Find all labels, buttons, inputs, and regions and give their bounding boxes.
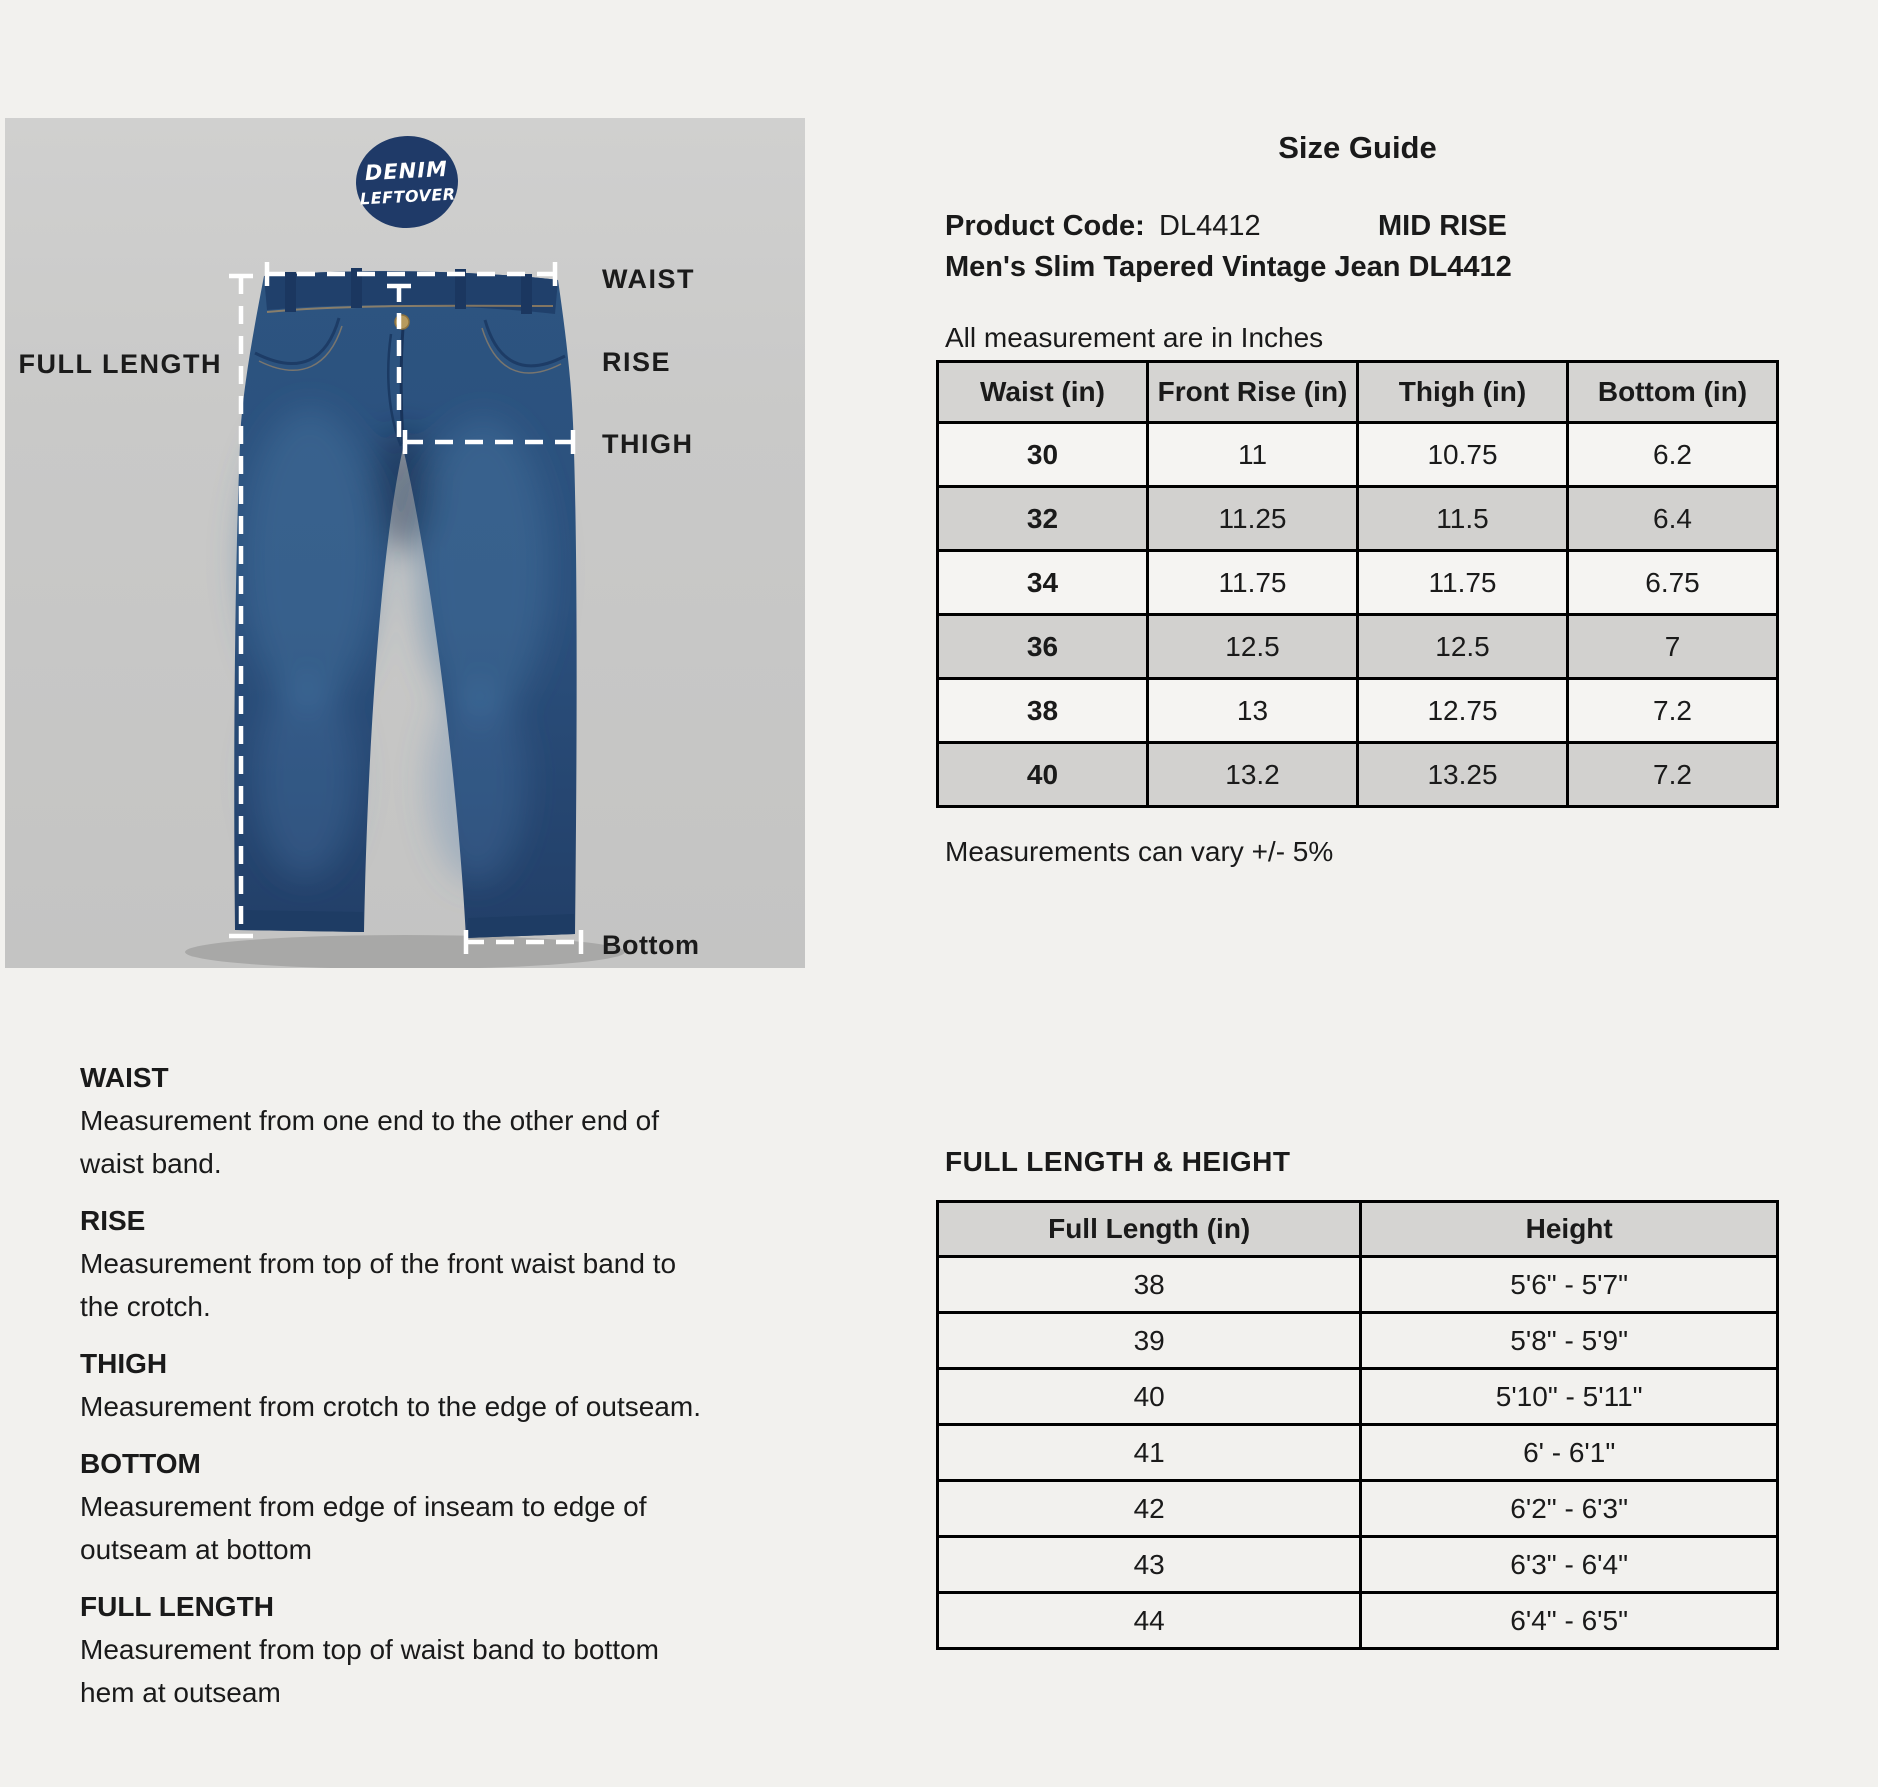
thigh-label: THIGH <box>602 429 694 459</box>
cell-height: 6'4" - 6'5" <box>1361 1593 1778 1649</box>
cell-thigh: 12.5 <box>1358 615 1568 679</box>
cell-thigh: 11.5 <box>1358 487 1568 551</box>
logo-text-line2: LEFTOVER <box>359 184 457 209</box>
height-row-41 <box>938 1425 1778 1481</box>
full-length-label: FULL LENGTH <box>18 349 222 379</box>
col-header-thigh: Thigh (in) <box>1358 362 1568 423</box>
size-row-38 <box>938 679 1778 743</box>
cell-waist: 36 <box>938 615 1148 679</box>
definition-term: RISE <box>80 1205 146 1236</box>
cell-thigh: 11.75 <box>1358 551 1568 615</box>
cell-front-rise: 11.25 <box>1148 487 1358 551</box>
col-header-bottom: Bottom (in) <box>1568 362 1778 423</box>
cell-waist: 34 <box>938 551 1148 615</box>
cell-bottom: 6.75 <box>1568 551 1778 615</box>
height-row-39 <box>938 1313 1778 1369</box>
cell-thigh: 12.75 <box>1358 679 1568 743</box>
cell-full-length: 44 <box>938 1593 1361 1649</box>
size-row-40 <box>938 743 1778 807</box>
cell-full-length: 39 <box>938 1313 1361 1369</box>
cell-thigh: 13.25 <box>1358 743 1568 807</box>
size-row-34 <box>938 551 1778 615</box>
cell-waist: 38 <box>938 679 1148 743</box>
hem-left <box>235 910 364 932</box>
waist-label: WAIST <box>602 264 695 294</box>
cell-waist: 32 <box>938 487 1148 551</box>
cell-front-rise: 12.5 <box>1148 615 1358 679</box>
cell-bottom: 6.4 <box>1568 487 1778 551</box>
size-row-36 <box>938 615 1778 679</box>
definition-line: hem at outseam <box>80 1677 281 1708</box>
units-note: All measurement are in Inches <box>945 322 1324 353</box>
size-row-32 <box>938 487 1778 551</box>
measurement-definitions <box>80 1056 740 1714</box>
definition-term: FULL LENGTH <box>80 1591 274 1622</box>
definition-line: Measurement from top of waist band to bottom <box>80 1634 659 1665</box>
height-row-43 <box>938 1537 1778 1593</box>
definition-line: Measurement from crotch to the edge of outseam. <box>80 1391 701 1422</box>
definition-line: Measurement from one end to the other end of <box>80 1105 660 1136</box>
product-name: Men's Slim Tapered Vintage Jean DL4412 <box>945 251 1512 283</box>
definition-term: THIGH <box>80 1348 168 1379</box>
definition-line: the crotch. <box>80 1291 211 1322</box>
cell-bottom: 6.2 <box>1568 423 1778 487</box>
cell-height: 6'2" - 6'3" <box>1361 1481 1778 1537</box>
page-title: Size Guide <box>1278 130 1437 165</box>
size-row-30 <box>938 423 1778 487</box>
height-row-40 <box>938 1369 1778 1425</box>
bottom-label: Bottom <box>602 930 700 960</box>
hem-right <box>466 914 575 938</box>
height-row-38 <box>938 1257 1778 1313</box>
definition-term: WAIST <box>80 1062 169 1093</box>
cell-thigh: 10.75 <box>1358 423 1568 487</box>
definition-line: outseam at bottom <box>80 1534 312 1565</box>
size-table <box>936 360 1779 808</box>
cell-height: 6'3" - 6'4" <box>1361 1537 1778 1593</box>
cell-height: 5'10" - 5'11" <box>1361 1369 1778 1425</box>
cell-full-length: 40 <box>938 1369 1361 1425</box>
col-header-front-rise: Front Rise (in) <box>1148 362 1358 423</box>
cell-waist: 30 <box>938 423 1148 487</box>
cell-front-rise: 11 <box>1148 423 1358 487</box>
cell-bottom: 7 <box>1568 615 1778 679</box>
cell-front-rise: 13 <box>1148 679 1358 743</box>
definition-line: Measurement from edge of inseam to edge of <box>80 1491 647 1522</box>
rise-label: RISE <box>602 347 672 377</box>
cell-full-length: 43 <box>938 1537 1361 1593</box>
cell-height: 6' - 6'1" <box>1361 1425 1778 1481</box>
jeans-diagram-svg <box>5 118 805 968</box>
cell-height: 5'6" - 5'7" <box>1361 1257 1778 1313</box>
rise-type: MID RISE <box>1378 210 1507 242</box>
cell-bottom: 7.2 <box>1568 679 1778 743</box>
cell-waist: 40 <box>938 743 1148 807</box>
cell-front-rise: 13.2 <box>1148 743 1358 807</box>
belt-loop <box>521 274 532 314</box>
tolerance-note: Measurements can vary +/- 5% <box>945 836 1334 867</box>
height-table-header-row <box>938 1202 1778 1257</box>
belt-loop <box>285 272 296 312</box>
col-header-waist: Waist (in) <box>938 362 1148 423</box>
cell-full-length: 41 <box>938 1425 1361 1481</box>
size-table-header-row <box>938 362 1778 423</box>
cell-bottom: 7.2 <box>1568 743 1778 807</box>
product-code-label: Product Code: <box>945 210 1145 242</box>
definition-line: waist band. <box>80 1148 222 1179</box>
product-code-value: DL4412 <box>1159 210 1261 242</box>
cell-front-rise: 11.75 <box>1148 551 1358 615</box>
col-header-full-length: Full Length (in) <box>938 1202 1361 1257</box>
product-code-line <box>945 210 1779 246</box>
col-header-height: Height <box>1361 1202 1778 1257</box>
jeans-measurement-diagram <box>5 118 805 968</box>
height-row-42 <box>938 1481 1778 1537</box>
definition-line: Measurement from top of the front waist band to <box>80 1248 677 1279</box>
height-section-title: FULL LENGTH & HEIGHT <box>945 1146 1291 1177</box>
cell-full-length: 38 <box>938 1257 1361 1313</box>
logo-text-line1: DENIM <box>364 156 449 186</box>
cell-full-length: 42 <box>938 1481 1361 1537</box>
definition-term: BOTTOM <box>80 1448 201 1479</box>
cell-height: 5'8" - 5'9" <box>1361 1313 1778 1369</box>
height-row-44 <box>938 1593 1778 1649</box>
height-table <box>936 1200 1779 1650</box>
